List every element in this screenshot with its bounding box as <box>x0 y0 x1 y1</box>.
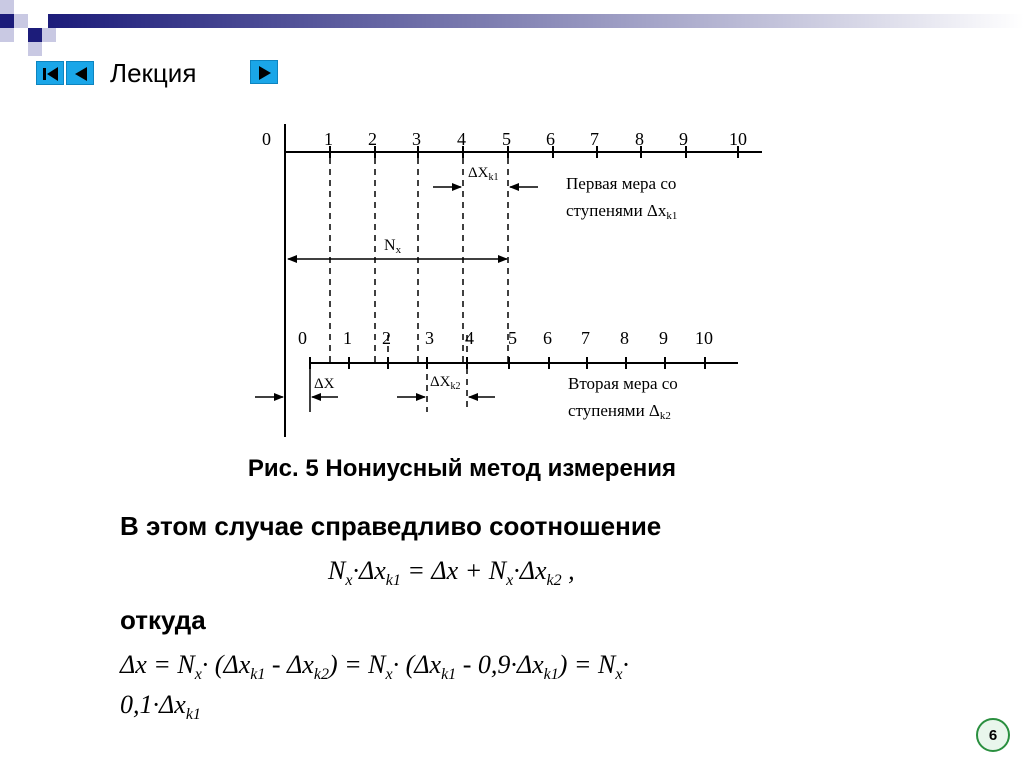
formula-relation: $N_x\cdot\Delta x_{k1} = \Delta x + N_x\cdot\Delta x_{k2}$ , <box>328 556 575 590</box>
nx-label: Nx <box>384 237 402 256</box>
top-label-8: 8 <box>635 129 644 149</box>
relation-intro-text: В этом случае справедливо соотношение <box>120 511 662 541</box>
top-label-6: 6 <box>546 129 555 149</box>
top-label-9: 9 <box>679 129 688 149</box>
delta-x-label: ΔX <box>314 376 335 392</box>
top-label-4: 4 <box>457 129 466 149</box>
dashed-projection-lines <box>330 158 508 412</box>
bottom-label-1: 1 <box>343 328 352 348</box>
formula-result: $0,1\cdot\Delta x_{k1}$ <box>120 690 201 724</box>
top-label-0: 0 <box>262 129 271 149</box>
formula-derivation: $\Delta x = N_x\cdot (\Delta x_{k1} - \Delta x_{k2}) = N_x\cdot (\Delta x_{k1} - 0,9\cdot\Delta x_{k1}) = N_x\cdot$ <box>120 650 629 684</box>
second-measure-text-line2: ступенями Δk2 <box>568 401 671 422</box>
top-label-5: 5 <box>502 129 511 149</box>
bottom-scale-labels <box>298 328 713 348</box>
bottom-label-5: 5 <box>508 328 517 348</box>
figure-caption: Рис. 5 Нониусный метод измерения <box>247 455 677 482</box>
bottom-label-10: 10 <box>695 328 713 348</box>
whence-text: откуда <box>120 605 206 635</box>
top-label-3: 3 <box>412 129 421 149</box>
bottom-label-2: 2 <box>382 328 391 348</box>
first-measure-text-line1: Первая мера со <box>566 174 677 193</box>
second-measure-text-line1: Вторая мера со <box>568 374 678 393</box>
top-label-7: 7 <box>590 129 599 149</box>
top-label-10: 10 <box>729 129 747 149</box>
bottom-label-4: 4 <box>465 328 474 348</box>
bottom-label-0: 0 <box>298 328 307 348</box>
delta-xk1-label: $\Delta X_{k1}$ <box>468 165 499 183</box>
bottom-label-8: 8 <box>620 328 629 348</box>
lecture-label[interactable]: Лекция <box>110 58 197 88</box>
top-label-2: 2 <box>368 129 377 149</box>
top-scale-labels <box>262 129 747 149</box>
first-measure-text-line2: ступенями Δxk1 <box>566 201 678 222</box>
bottom-label-6: 6 <box>543 328 552 348</box>
page-number-badge: 6 <box>976 718 1010 752</box>
delta-xk2-label: $\Delta X_{k2}$ <box>430 374 461 392</box>
bottom-label-9: 9 <box>659 328 668 348</box>
bottom-label-7: 7 <box>581 328 590 348</box>
top-label-1: 1 <box>324 129 333 149</box>
bottom-label-3: 3 <box>425 328 434 348</box>
